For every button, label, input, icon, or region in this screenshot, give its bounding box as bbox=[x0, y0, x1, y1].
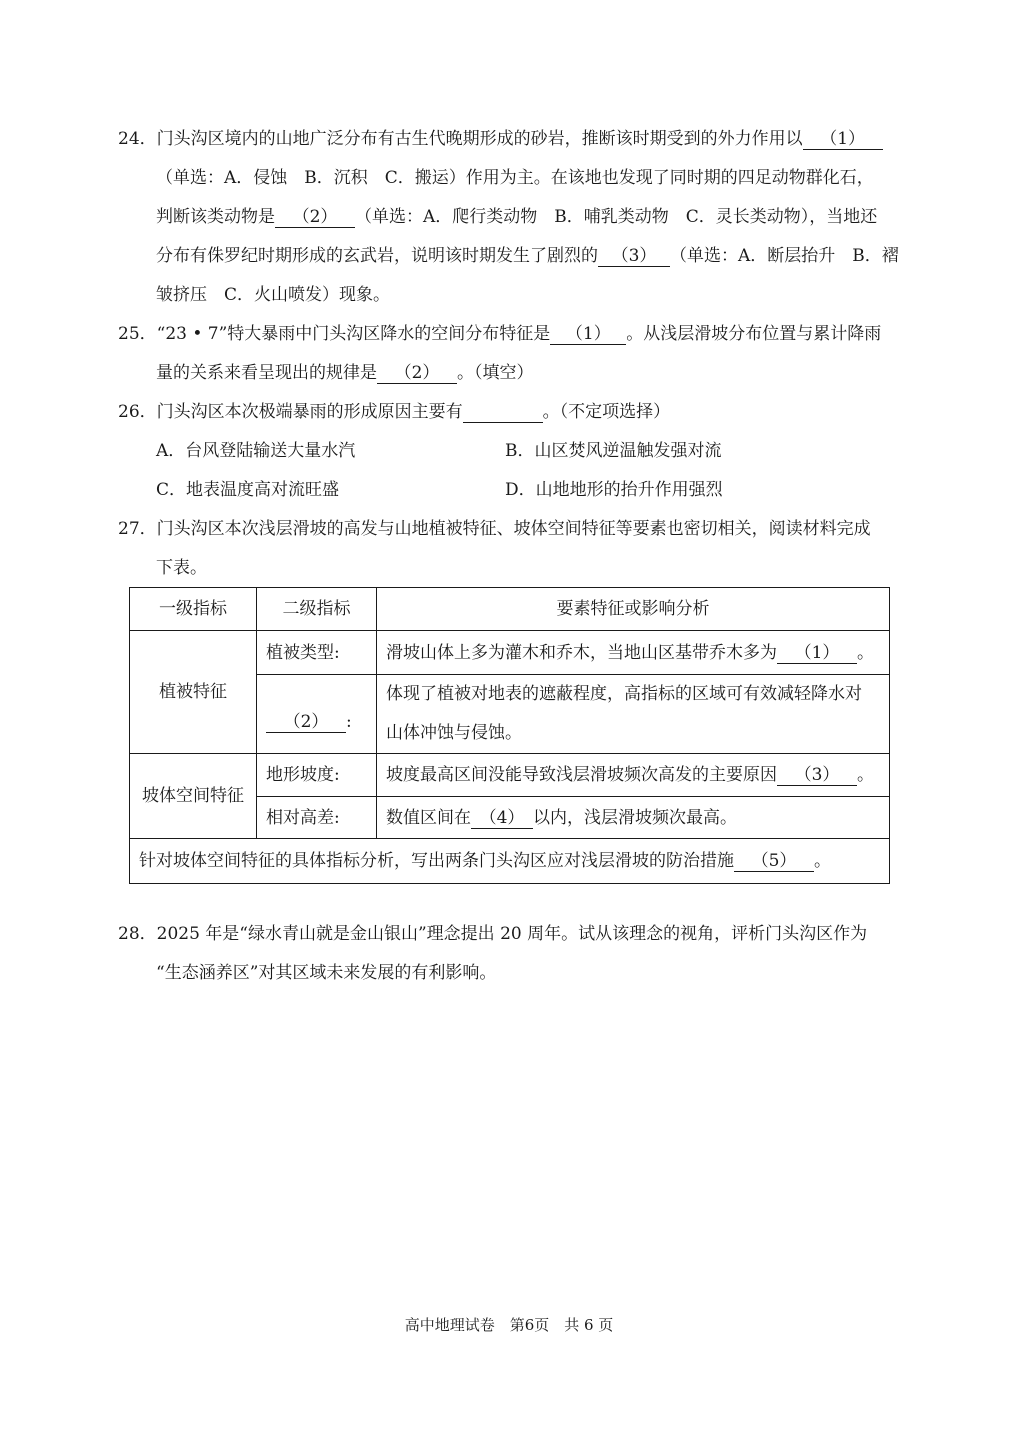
cell-text: 。 bbox=[857, 765, 874, 785]
table-header-row bbox=[130, 588, 890, 631]
q28-text: 28．2025 年是“绿水青山就是金山银山”理念提出 20 周年。试从该理念的视角，评析门头沟区作为 bbox=[118, 924, 868, 944]
q26-option-a[interactable] bbox=[156, 440, 355, 462]
cell-text: : bbox=[346, 712, 352, 732]
answer-blank[interactable]: （5） bbox=[734, 851, 814, 872]
q24-text: 24．门头沟区境内的山地广泛分布有古生代晚期形成的砂岩，推断该时期受到的外力作用以 bbox=[118, 129, 803, 149]
q26-option-d[interactable] bbox=[505, 479, 723, 501]
answer-blank[interactable] bbox=[463, 402, 543, 423]
option-c-label: C．地表温度高对流旺盛 bbox=[156, 480, 340, 500]
answer-blank[interactable]: （4） bbox=[471, 808, 533, 829]
table-cell bbox=[257, 675, 377, 754]
table-cell: 植被类型: bbox=[257, 631, 377, 675]
q24-line5 bbox=[156, 284, 390, 306]
answer-blank[interactable]: （2） bbox=[266, 712, 346, 733]
q26-text: 26．门头沟区本次极端暴雨的形成原因主要有 bbox=[118, 402, 463, 422]
page-footer: 高中地理试卷 第6页 共 6 页 bbox=[404, 1316, 614, 1334]
answer-blank[interactable]: （1） bbox=[777, 643, 857, 664]
cell-text: 数值区间在 bbox=[386, 807, 471, 828]
table-cell: 地形坡度: bbox=[257, 754, 377, 797]
table-cell-slope-label: 坡体空间特征 bbox=[130, 754, 257, 839]
q25-text: 。（填空） bbox=[457, 363, 534, 383]
table-cell bbox=[377, 797, 890, 839]
q28-line2 bbox=[156, 962, 496, 984]
answer-blank[interactable]: （2） bbox=[275, 207, 355, 228]
q28-line1 bbox=[118, 923, 867, 945]
table-row bbox=[130, 631, 890, 675]
q24-text: （单选：A．爬行类动物 B．哺乳类动物 C．灵长类动物），当地还 bbox=[355, 207, 878, 227]
answer-blank[interactable]: （2） bbox=[377, 363, 457, 384]
table-header: 要素特征或影响分析 bbox=[377, 588, 890, 631]
q28-text: “生态涵养区”对其区域未来发展的有利影响。 bbox=[156, 963, 497, 983]
table-cell-veg-label: 植被特征 bbox=[130, 631, 257, 754]
q24-line4 bbox=[156, 245, 899, 267]
q24-line1 bbox=[118, 128, 883, 150]
q24-text: 分布有侏罗纪时期形成的玄武岩，说明该时期发生了剧烈的 bbox=[156, 246, 598, 266]
q27-line1 bbox=[118, 518, 871, 540]
answer-blank[interactable]: （1） bbox=[803, 129, 883, 150]
table-cell: 相对高差: bbox=[257, 797, 377, 839]
q27-table bbox=[129, 587, 890, 884]
q24-text: 判断该类动物是 bbox=[156, 207, 275, 227]
q27-text: 下表。 bbox=[156, 558, 207, 578]
answer-blank[interactable]: （3） bbox=[777, 765, 857, 786]
cell-text: 。 bbox=[814, 851, 831, 871]
table-cell bbox=[377, 754, 890, 797]
q25-line2 bbox=[156, 362, 534, 384]
q26-text: 。（不定项选择） bbox=[542, 402, 671, 422]
q24-line3 bbox=[156, 206, 877, 228]
q24-text: 皱挤压 C．火山喷发）现象。 bbox=[156, 285, 391, 305]
table-header: 二级指标 bbox=[257, 588, 377, 631]
q25-text: 量的关系来看呈现出的规律是 bbox=[156, 363, 377, 383]
q24-line2 bbox=[156, 167, 874, 189]
q27-line2 bbox=[156, 557, 207, 579]
q25-text: 25．“23 • 7”特大暴雨中门头沟区降水的空间分布特征是 bbox=[118, 324, 551, 344]
q26-option-b[interactable] bbox=[505, 440, 722, 462]
q24-text: （单选：A．断层抬升 B．褶 bbox=[670, 246, 899, 266]
q26-stem bbox=[118, 401, 670, 423]
option-d-label: D．山地地形的抬升作用强烈 bbox=[505, 480, 723, 500]
option-a-label: A．台风登陆输送大量水汽 bbox=[156, 441, 356, 461]
cell-text: 针对坡体空间特征的具体指标分析，写出两条门头沟区应对浅层滑坡的防治措施 bbox=[139, 851, 734, 871]
cell-text: 山体冲蚀与侵蚀。 bbox=[386, 723, 522, 743]
answer-blank[interactable]: （3） bbox=[598, 246, 670, 267]
table-cell bbox=[377, 675, 890, 754]
q25-line1 bbox=[118, 323, 881, 345]
q24-text: （单选：A．侵蚀 B．沉积 C．搬运）作用为主。在该地也发现了同时期的四足动物群化石， bbox=[156, 168, 874, 188]
cell-text: 滑坡山体上多为灌木和乔木，当地山区基带乔木多为 bbox=[386, 642, 777, 663]
q26-option-c[interactable] bbox=[156, 479, 339, 501]
cell-text: 体现了植被对地表的遮蔽程度，高指标的区域可有效减轻降水对 bbox=[386, 684, 862, 704]
q27-text: 27．门头沟区本次浅层滑坡的高发与山地植被特征、坡体空间特征等要素也密切相关，阅读材料完成 bbox=[118, 519, 871, 539]
q25-text: 。从浅层滑坡分布位置与累计降雨 bbox=[626, 324, 882, 344]
table-cell-measures bbox=[130, 839, 890, 884]
table-cell bbox=[377, 631, 890, 675]
cell-text: 坡度最高区间没能导致浅层滑坡频次高发的主要原因 bbox=[386, 765, 777, 785]
table-row bbox=[130, 839, 890, 884]
table-row bbox=[130, 754, 890, 797]
cell-text: 以内，浅层滑坡频次最高。 bbox=[533, 807, 737, 828]
answer-blank[interactable]: （1） bbox=[550, 324, 626, 345]
cell-text: 。 bbox=[857, 642, 874, 663]
option-b-label: B．山区焚风逆温触发强对流 bbox=[505, 441, 722, 461]
table-header: 一级指标 bbox=[130, 588, 257, 631]
